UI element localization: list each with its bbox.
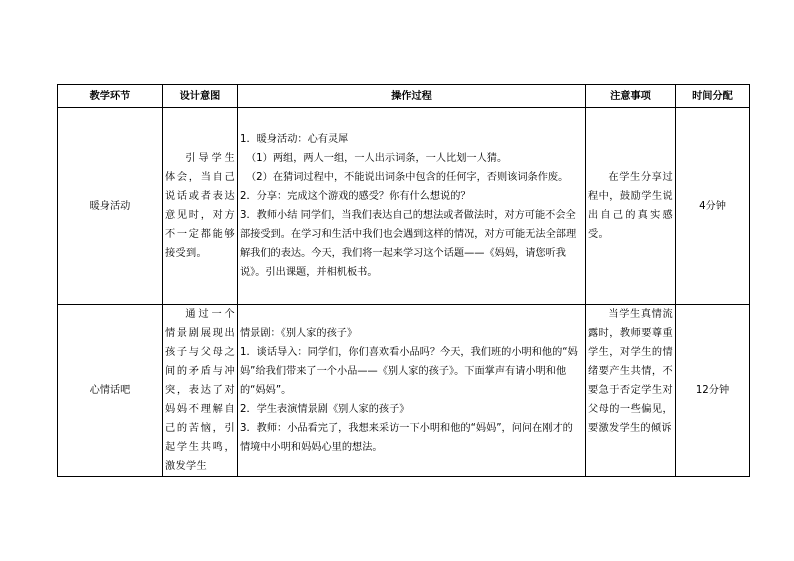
process-line: 2．分享：完成这个游戏的感受？你有什么想说的？ <box>240 191 471 202</box>
process-line: 1．谈话导入：同学们，你们喜欢看小品吗？今天，我们班的小明和他的“妈妈”给我们带来了一个小品——《别人家的孩子》。下面掌声有请小明和他的“妈妈”。 <box>240 347 578 396</box>
intent-cell: 通过一个情景剧展现出孩子与父母之间的矛盾与冲突，表达了对妈妈不理解自己的苦恼，引起学生共鸣，激发学生 <box>163 305 238 477</box>
table-row <box>58 305 750 477</box>
process-line: 3．教师：小品看完了，我想来采访一下小明和他的“妈妈”，问问在刚才的情境中小明和妈妈心里的想法。 <box>240 423 573 453</box>
process-cell <box>238 108 586 305</box>
header-notes: 注意事项 <box>586 85 676 108</box>
header-time: 时间分配 <box>676 85 750 108</box>
process-line: 2．学生表演情景剧《别人家的孩子》 <box>240 404 410 415</box>
header-process: 操作过程 <box>238 85 586 108</box>
time-cell: 4分钟 <box>676 108 750 305</box>
lesson-plan-table <box>57 84 750 477</box>
header-row <box>58 85 750 108</box>
process-line: 1．暖身活动：心有灵犀 <box>240 134 349 145</box>
process-line: 情景剧：《别人家的孩子》 <box>240 328 358 339</box>
time-cell: 12分钟 <box>676 305 750 477</box>
process-cell <box>238 305 586 477</box>
process-line: （1）两组，两人一组，一人出示词条，一人比划一人猜。 <box>246 153 508 164</box>
stage-cell: 心情话吧 <box>58 305 163 477</box>
table-row <box>58 108 750 305</box>
header-intent: 设计意图 <box>163 85 238 108</box>
stage-cell: 暖身活动 <box>58 108 163 305</box>
notes-cell: 在学生分享过程中，鼓励学生说出自己的真实感受。 <box>586 108 676 305</box>
header-stage: 教学环节 <box>58 85 163 108</box>
process-line: （2）在猜词过程中，不能说出词条中包含的任何字，否则该词条作废。 <box>246 172 569 183</box>
notes-cell: 当学生真情流露时，教师要尊重学生，对学生的情绪要产生共情，不要急于否定学生对父母的一些偏见，要激发学生的倾诉 <box>586 305 676 477</box>
process-line: 3．教师小结 同学们，当我们表达自己的想法或者做法时，对方可能不会全部接受到。在学习和生活中我们也会遇到这样的情况，对方可能无法全部理解我们的表达。今天，我们将一起来学习这个话题——《妈妈，请您听我说》。引出课题，并相机板书。 <box>240 210 577 278</box>
intent-cell: 引导学生体会，当自己说话或者表达意见时，对方不一定都能够接受到。 <box>163 108 238 305</box>
